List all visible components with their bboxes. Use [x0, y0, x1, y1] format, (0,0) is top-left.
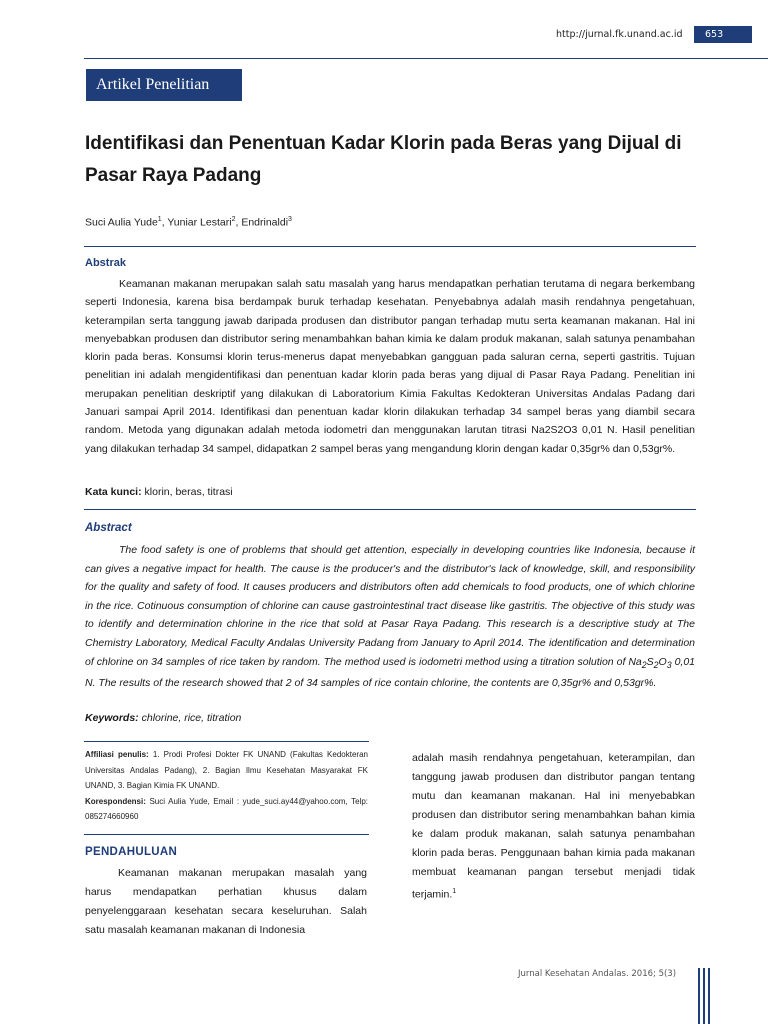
formula-sub: 2: [641, 659, 647, 670]
abstrak-body: Keamanan makanan merupakan salah satu masalah yang harus mendapatkan perhatian terutama di negara berkembang seperti Indonesia, karena bisa berdampak buruk terhadap kesehatan. Penyebabnya adalah masih rendahnya pengetahuan, keterampilan serta tanggung jawab daripada produsen dan distributor pangan terhadap mutu serta keamanan makanan. Hal ini menyebabkan produsen dan distributor sering menambahkan bahan kimia ke dalam produk makanan, salah satunya penambahan klorin pada beras. Konsumsi klorin terus-menerus dapat menyebabkan gangguan pada saluran cerna, seperti gastritis. Tujuan penelitian ini adalah mengidentifikasi dan penentuan kadar klorin pada beras yang dijual di Pasar Raya Padang. Penelitian ini merupakan penelitian deskriptif yang dilakukan di Laboratorium Kimia Fakultas Kedokteran Universitas Andalas Padang dari Januari sampai April 2014. Identifikasi dan penentuan kadar klorin dilakukan terhadap 34 sampel beras yang diambil secara random. Metoda yang digunakan adalah metoda iodometri dan menggunakan larutan titrasi Na2S2O3 0,01 N. Hasil penelitian yang dilakukan terhadap 34 sampel, didapatkan 2 sampel beras yang mengandung klorin dengan kadar 0,35gr% dan 0,53gr%.: [85, 278, 695, 455]
article-title: Identifikasi dan Penentuan Kadar Klorin pada Beras yang Dijual di Pasar Raya Padang: [85, 133, 682, 186]
abstract-text: 0,01 N. The results of the research showed that 2 of 34 samples of rice contain chlorine, the contents are 0,35gr% and 0,53gr%.: [85, 655, 696, 690]
affiliation-block: [85, 747, 368, 825]
affiliation-label: Affiliasi penulis:: [85, 750, 149, 759]
pendahuluan-body: Keamanan makanan merupakan masalah yang harus mendapatkan perhatian khusus dalam penyelenggaraan kesehatan secara keseluruhan. Salah satu masalah keamanan makanan di Indonesia: [85, 867, 367, 936]
journal-url[interactable]: http://jurnal.fk.unand.ac.id: [556, 29, 683, 40]
footer-bar: [698, 968, 700, 1024]
kata-kunci-label: Kata kunci:: [85, 486, 142, 498]
keywords: [85, 712, 241, 724]
footer-bar: [708, 968, 710, 1024]
author-affil-sup: 3: [288, 216, 292, 223]
correspondence-text: Suci Aulia Yude, Email : yude_suci.ay44@yahoo.com, Telp: 085274660960: [85, 796, 368, 821]
abstract-heading: Abstract: [85, 522, 132, 534]
author-name: Suci Aulia Yude: [85, 216, 158, 229]
right-column-body: [412, 749, 695, 905]
right-column-text: adalah masih rendahnya pengetahuan, keterampilan, dan tanggung jawab produsen dan distributor pangan tentang mutu dan keamanan makanan. Hal ini menyebabkan produsen dan distributor sering menambahkan bahan kimia ke dalam produk makanan, salah satunya penambahan klorin pada beras. Penggunaan bahan kimia pada makanan membuat keamanan pangan tersebut menjadi tidak terjamin.: [412, 752, 695, 901]
journal-footer: Jurnal Kesehatan Andalas. 2016; 5(3): [518, 969, 677, 979]
section-rule: [84, 509, 696, 510]
page-number-badge: 653: [694, 26, 752, 43]
author-name: Yuniar Lestari: [167, 216, 232, 229]
affiliation-text: 1. Prodi Profesi Dokter FK UNAND (Fakultas Kedokteran Universitas Andalas Padang), 2. Bagian Ilmu Kesehatan Masyarakat FK UNAND, 3. Bagian Kimia FK UNAND.: [85, 750, 368, 790]
formula-part: O: [658, 655, 667, 668]
affiliation-rule: [84, 741, 369, 742]
keywords-values: chlorine, rice, titration: [141, 712, 242, 724]
formula-part: S: [646, 655, 654, 668]
formula-sub: 3: [666, 659, 672, 670]
abstrak-heading: Abstrak: [85, 257, 126, 269]
keywords-label: Keywords:: [85, 712, 139, 724]
correspondence-label: Korespondensi:: [85, 796, 146, 806]
section-rule: [84, 246, 696, 247]
author-list: Suci Aulia Yude$^1$, Yuniar Lestari$^2$, Endrinaldi$^3$: [85, 216, 292, 229]
author-affil-sup: 1: [157, 216, 162, 223]
formula-sub: 2: [653, 659, 659, 670]
abstract-text: The food safety is one of problems that should get attention, especially in developing countries like Indonesia, because it can gives a negative impact for health. The cause is the producer's and the distributor's lack of knowledge, skill, and responsibility for the quality and safety of food. It causes producers and distributors often add chemicals to food products, one of which chlorine in the rice. Cotinuous consumption of chlorine can cause gastrointestinal tract disease like gastritis. The objective of this study was to identify and determination chlorine in the rice that sold at Pasar Raya Padang. This research is a descriptive study at The Chemistry Laboratory, Medical Faculty Andalas University Padang from January to April 2014. The identification and determination of chlorine on 34 samples of rice taken by random. The method used is iodometri method using a titration solution of Na: [85, 544, 695, 668]
author-affil-sup: 2: [231, 216, 236, 223]
abstract-body: [85, 541, 695, 693]
reference-sup: 1: [452, 888, 457, 895]
affiliation-rule: [84, 834, 369, 835]
author-name: Endrinaldi: [241, 216, 289, 229]
footer-bar: [703, 968, 705, 1024]
header-rule: [84, 58, 768, 59]
footer-decoration: [698, 968, 718, 1024]
kata-kunci: [85, 486, 233, 498]
kata-kunci-values: klorin, beras, titrasi: [144, 486, 233, 498]
pendahuluan-heading: PENDAHULUAN: [85, 846, 178, 858]
article-type-label: Artikel Penelitian: [86, 69, 242, 101]
